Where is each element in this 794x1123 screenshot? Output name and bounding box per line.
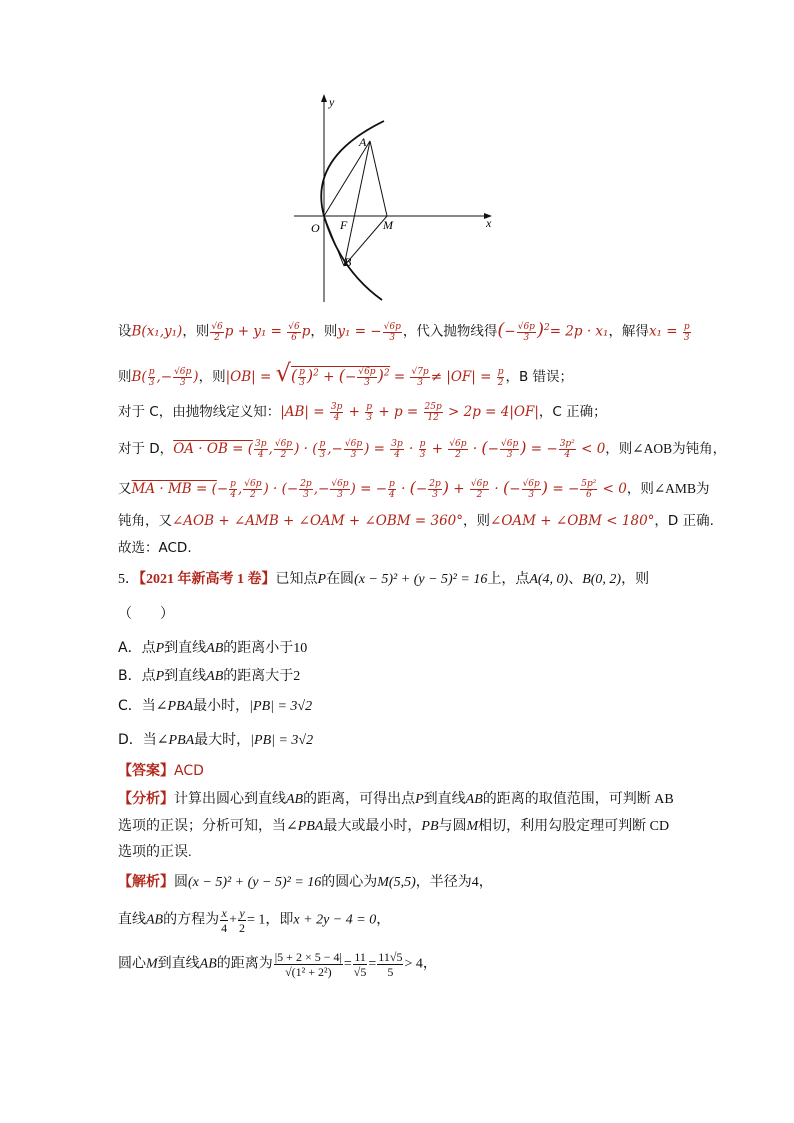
text: ，代入抛物线得 <box>402 323 498 339</box>
math-eq: y₁ = − <box>337 323 382 340</box>
text: 又 <box>118 481 132 496</box>
text: 当 <box>142 733 157 748</box>
question-5-stem <box>118 568 649 588</box>
segment-AB <box>344 141 370 266</box>
text: 圆 <box>174 875 188 890</box>
math-ab: AB <box>286 792 304 807</box>
text: 则 <box>118 369 132 384</box>
text: 点 <box>141 669 156 684</box>
option-letter: A． <box>118 640 142 656</box>
label-y: y <box>329 95 335 109</box>
text: ， <box>422 956 437 972</box>
answer-line <box>118 760 204 780</box>
math-ab: AB <box>199 956 217 972</box>
math-vec: MA · MB = ( <box>131 481 217 497</box>
solution-c-line: 对于 C，由抛物线定义知：|AB| = $\frac{3p}{4}$ + $\frac{p}{3}$ + p = $\frac{25p}{12}$ > 2p = 4|OF|，C 正确； <box>118 402 607 423</box>
solution-d-line: 对于 D，OA · OB = ( $\frac{3p}{4}$ , $\frac{√6p}{2}$ ) · ( $\frac{p}{3}$ ,− $\frac{√6p}{3}$ ) = $\frac{3p}{4}$ · $\frac{p}{3}$ + $\frac{√6p}{2}$ · (− $\frac{√6p}{3}$ ) = − $\frac{\text{3p²}}{4}$ < 0，则∠AOB为钝角， <box>118 438 727 460</box>
math-expr: ∠AOB + ∠AMB + ∠OAM + ∠OBM = 360° <box>172 513 464 529</box>
option-a[interactable] <box>118 637 307 657</box>
text: 到直线 <box>423 792 466 807</box>
math-exp: 2 <box>543 323 550 333</box>
text: 对于 C，由抛物线定义知： <box>118 404 281 420</box>
text: 相切，利用勾股定理可判断 CD <box>478 819 670 834</box>
math-frac-num: 11√5 <box>378 950 403 964</box>
text: 钝角，又 <box>118 513 172 528</box>
math-circle: (x − 5)² + (y − 5)² = 16 <box>354 572 488 587</box>
text: ，C 正确； <box>538 404 607 420</box>
text: ，解得 <box>608 323 649 339</box>
math-p: P <box>155 669 165 684</box>
math-frac-den: √5 <box>353 965 367 979</box>
math-tail: < 0 <box>581 441 606 457</box>
math-point-a: A(4, 0) <box>529 572 569 587</box>
solution5-line-3 <box>118 950 437 979</box>
analysis-line-1 <box>118 788 674 808</box>
math-eq: = 2p · x₁ <box>549 323 609 340</box>
math-radius: 4 <box>471 875 479 890</box>
option-value: 2 <box>293 669 301 684</box>
text: 最小时， <box>193 699 250 714</box>
math-dist-num: |5 + 2 × 5 − 4| <box>274 950 342 964</box>
option-letter: D． <box>118 732 143 748</box>
segment-AM <box>370 141 387 216</box>
math-ab: AB <box>206 669 224 684</box>
parabola-curve <box>321 121 384 300</box>
text: ，则 <box>310 323 338 339</box>
label-O: O <box>311 221 320 235</box>
text: 的距离为 <box>216 956 273 972</box>
text: ， <box>376 912 391 928</box>
label-x: x <box>486 216 492 230</box>
y-axis-arrow <box>321 94 327 102</box>
label-F: F <box>340 218 348 232</box>
text: ，即 <box>265 912 294 928</box>
math-angle: ∠PBA <box>155 699 194 714</box>
parabola-figure <box>280 88 510 308</box>
question-5-paren: （ ） <box>118 607 174 622</box>
math-pb: PB <box>421 819 439 834</box>
solution-d-line3 <box>118 511 714 531</box>
label-M: M <box>383 218 393 232</box>
text: 到直线 <box>157 956 200 972</box>
question-number: 5． <box>118 572 139 587</box>
math-tail: > 2p = 4|OF| <box>448 404 539 420</box>
text: 计算出圆心到直线 <box>174 792 286 807</box>
analysis-line-3: 选项的正误. <box>118 845 192 860</box>
text: ，则 <box>182 323 210 339</box>
answer-tag: 【答案】 <box>118 764 174 779</box>
text: 、 <box>568 572 583 587</box>
text: ，半径为 <box>415 875 472 890</box>
math-ab: AB <box>206 641 224 656</box>
option-letter: B． <box>118 668 142 684</box>
math-eq: p + y₁ = <box>224 323 287 340</box>
text: ， <box>478 875 493 890</box>
math-tail: < 0 <box>602 481 627 497</box>
text: 的距离小于 <box>223 641 294 656</box>
text: 的距离的取值范围，可判断 AB <box>482 792 674 807</box>
math-eq: = <box>368 956 377 972</box>
math-point-b: B(0, 2) <box>582 572 622 587</box>
text: ，则 <box>198 369 226 384</box>
segment-OA <box>324 141 370 216</box>
math-ob: |OB| = <box>225 369 276 385</box>
math-eq-tail: = 1 <box>247 912 266 928</box>
text: 设 <box>118 323 132 339</box>
option-value: 10 <box>293 641 308 656</box>
option-c[interactable] <box>118 695 312 715</box>
math-frac-den: 5 <box>387 965 394 979</box>
math-expr: |PB| = 3√2 <box>249 699 313 714</box>
text: 上，点 <box>487 572 530 587</box>
label-B: B <box>344 255 352 269</box>
math-ab: AB <box>465 792 483 807</box>
math-p: P <box>415 792 424 807</box>
text: 的距离，可得出点 <box>303 792 416 807</box>
text: ，则 <box>621 572 650 587</box>
math-dist-den: √(1² + 2²) <box>285 965 332 979</box>
math-ab: AB <box>146 912 164 928</box>
text: ，则∠AMB为 <box>626 481 710 496</box>
text: 直线 <box>118 912 146 928</box>
text: 选项的正误；分析可知，当 <box>118 819 286 834</box>
math-angle: ∠PBA <box>156 733 195 748</box>
math-b-point: B(x₁,y₁) <box>131 323 183 340</box>
solution-b-line2: 则B( $\frac{p}{3}$ ,− $\frac{√6p}{3}$ )，则|OB| = √( $\frac{p}{3}$ )$^2$ + (− $\frac{√6p}{3}$ )$^2$ = $\frac{√7p}{3}$ ≠ |OF| = $\frac{p}{2}$ ，B 错误； <box>118 359 574 388</box>
math-eq: = <box>343 956 352 972</box>
solution-b-setup: 设B(x₁,y₁)，则 $\frac{√6}{2}$ p + y₁ = $\frac{√6}{6}$ p，则y₁ = − $\frac{√6p}{3}$ ，代入抛物线得(− $\frac{√6p}{3}$ )$^2$= 2p · x₁，解得x₁ = $\frac{p}{3}$ <box>118 319 690 343</box>
label-A: A <box>359 135 367 149</box>
math-p: P <box>155 641 165 656</box>
math-angle: ∠PBA <box>286 819 324 834</box>
solution5-line-1 <box>118 871 493 891</box>
text: 最大时， <box>194 733 251 748</box>
text: 点 <box>141 641 156 656</box>
math-neq: ≠ |OF| = <box>430 369 496 385</box>
math-eq: x₁ = <box>648 323 682 340</box>
text: ，则∠AOB为钝角， <box>605 441 727 456</box>
text: ，D 正确. <box>654 513 714 529</box>
text: ，B 错误； <box>505 369 574 385</box>
text: 的圆心为 <box>321 875 378 890</box>
text: 到直线 <box>164 669 207 684</box>
text: 对于 D， <box>118 441 174 457</box>
option-letter: C． <box>118 698 142 714</box>
solution-answer-line: 故选：ACD. <box>118 540 192 556</box>
text: 的距离大于 <box>223 669 294 684</box>
math-eq: p <box>301 323 311 340</box>
math-vec: OA · OB = ( <box>173 441 254 457</box>
analysis-tag: 【分析】 <box>118 792 174 807</box>
text: 与圆 <box>438 819 467 834</box>
text: 圆心 <box>118 956 146 972</box>
solution-tag: 【解析】 <box>118 875 174 890</box>
math-expr: |PB| = 3√2 <box>250 733 314 748</box>
text: 的方程为 <box>163 912 220 928</box>
text: 在圆 <box>326 572 355 587</box>
text: 已知点 <box>275 572 318 587</box>
solution-d-line2: 又MA · MB = (− $\frac{p}{4}$ , $\frac{√6p}{2}$ ) · (− $\frac{2p}{3}$ ,− $\frac{√6p}{3}$ ) = − $\frac{p}{4}$ · (− $\frac{2p}{3}$ ) + $\frac{√6p}{2}$ · (− $\frac{√6p}{3}$ ) = − $\frac{\text{5p²}}{6}$ < 0，则∠AMB为 <box>118 478 710 500</box>
math-m: M <box>466 819 479 834</box>
text: 当 <box>141 699 156 714</box>
text: 最大或最小时， <box>323 819 422 834</box>
question-source-tag: 【2021 年新高考 1 卷】 <box>139 572 276 587</box>
math-frac-num: 11 <box>354 950 366 964</box>
math-expr: ∠OAM + ∠OBM < 180° <box>490 513 655 529</box>
math-p: P <box>317 572 327 587</box>
text: 到直线 <box>164 641 207 656</box>
solution5-line-2: 直线AB的方程为 $\frac{x}{4}$ + $\frac{y}{2}$ = 1，即x + 2y − 4 = 0， <box>118 906 391 935</box>
math-line-eq: x + 2y − 4 = 0 <box>293 912 377 928</box>
math-m: M <box>146 956 158 972</box>
math-circle: (x − 5)² + (y − 5)² = 16 <box>188 875 322 890</box>
math-center: M(5,5) <box>377 875 416 890</box>
math-tail: > 4 <box>404 956 423 972</box>
analysis-line-2 <box>118 815 669 835</box>
text: ，则 <box>463 513 491 528</box>
option-b[interactable] <box>118 665 300 685</box>
math-b-point: B( <box>131 369 147 385</box>
answer-value: ACD <box>174 763 204 779</box>
option-d[interactable] <box>118 729 313 749</box>
math-expr: |AB| = <box>280 404 329 420</box>
